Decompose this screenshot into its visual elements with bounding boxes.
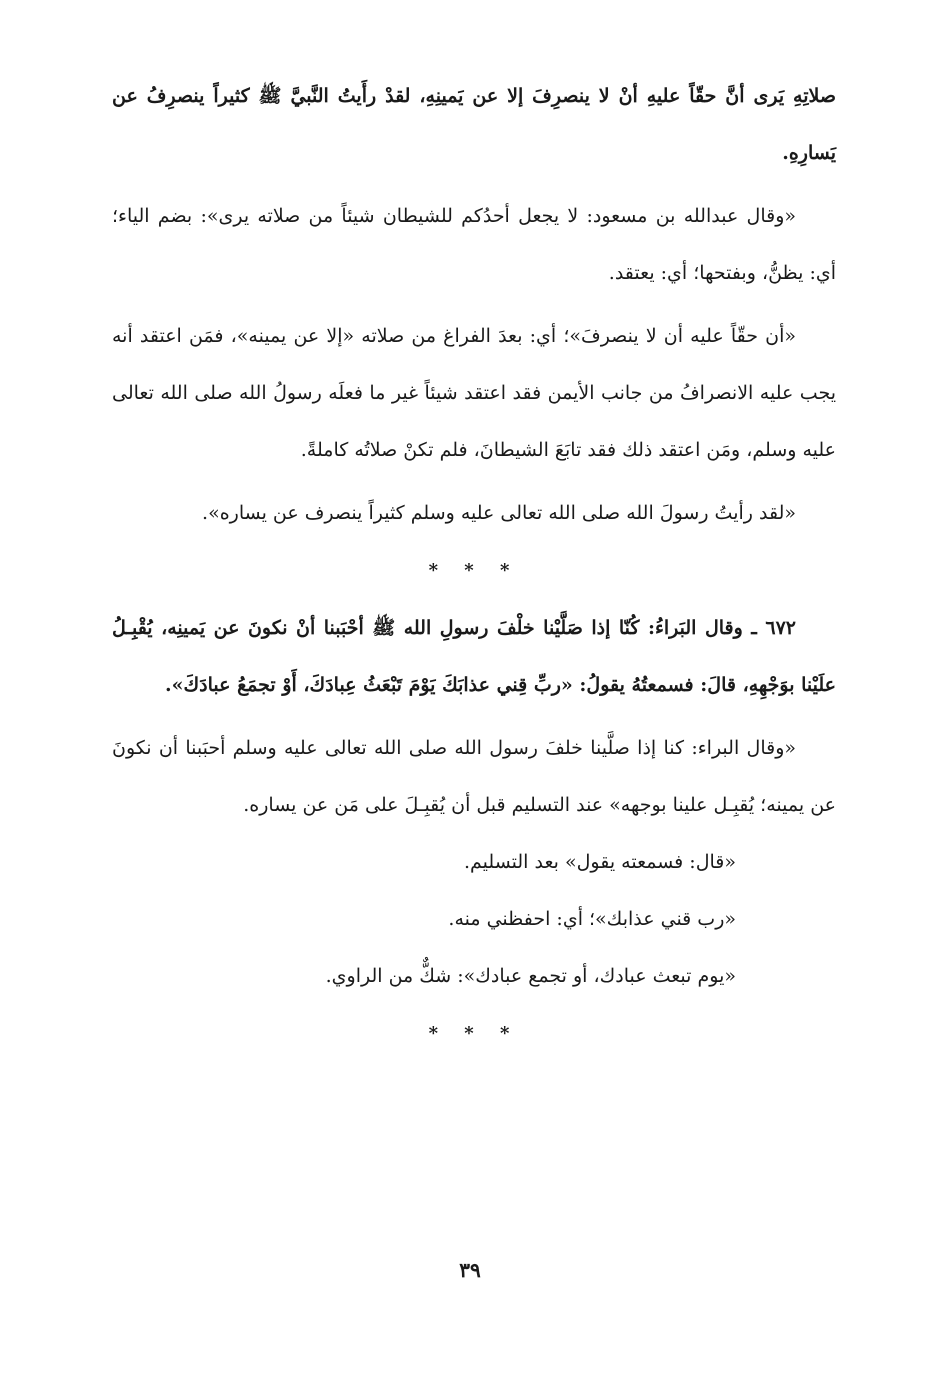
commentary-paragraph [112,485,836,542]
paragraph-text: «وقال البراء: كنا إذا صلَّينا خلفَ رسول الله صلى الله تعالى عليه وسلم أحبَبنا أن نكونَ عن يمينه؛ يُقبِـل علينا بوجهه» عند التسليم قبل أن يُقبِـلَ على مَن عن يساره. [112,737,836,816]
commentary-paragraph [112,308,836,479]
commentary-paragraph [112,188,836,302]
commentary-line [112,834,836,891]
commentary-paragraph [112,68,836,182]
commentary-line [112,948,836,1005]
commentary-line [112,891,836,948]
document-page [112,68,836,1063]
section-separator: * * * [428,1023,520,1044]
commentary-paragraph [112,720,836,834]
paragraph-text: «أن حقّاً عليه أن لا ينصرفَ»؛ أي: بعدَ الفراغ من صلاته «إلا عن يمينه»، فمَن اعتقد أنه يجب عليه الانصرافُ من جانب الأيمن فقد اعتقد شيئاً غير ما فعلَه رسولُ الله صلى الله تعالى عليه وسلم، ومَن اعتقد ذلك فقد تابَعَ الشيطانَ، فلم تكنْ صلاتُه كاملةً. [112,325,836,461]
paragraph-text: صلاتِهِ يَرى أنَّ حقّاً عليهِ أنْ لا ينصرِفَ إلا عن يَمينِهِ، لقدْ رأَيتُ النَّبيَّ ﷺ كثيراً ينصرِفُ عن يَسارِهِ. [112,85,836,164]
paragraph-text: «رب قني عذابك»؛ أي: احفظني منه. [448,908,736,930]
hadith-paragraph [112,600,836,714]
paragraph-text: «لقد رأيتُ رسولَ الله صلى الله تعالى عليه وسلم كثيراً ينصرف عن يساره». [202,502,796,524]
hadith-text: ٦٧٢ ـ وقال البَراءُ: كُنّا إذا صَلَّيْنا خلْفَ رسولِ الله ﷺ أحْبَبنا أنْ نكونَ عن يَمينِه، يُقْبِـلُ علَيْنا بوَجْهِهِ، قالَ: فسمعتُهُ يقولُ: «ربِّ قِني عذابَكَ يَوْمَ تَبْعَثُ عِبادَكَ، أَوْ تجمَعُ عبادَكَ». [112,617,836,696]
section-separator: * * * [428,560,520,581]
paragraph-text: «وقال عبدالله بن مسعود: لا يجعل أحدُكم للشيطان شيئاً من صلاته يرى»: بضم الياء؛ أي: يظنُّ، وبفتحها؛ أي: يعتقد. [112,205,836,284]
page-number: ٣٩ [459,1258,481,1282]
paragraph-text: «يوم تبعث عبادك، أو تجمع عبادك»: شكٌّ من الراوي. [325,965,736,987]
paragraph-text: «قال: فسمعته يقول» بعد التسليم. [464,851,736,873]
